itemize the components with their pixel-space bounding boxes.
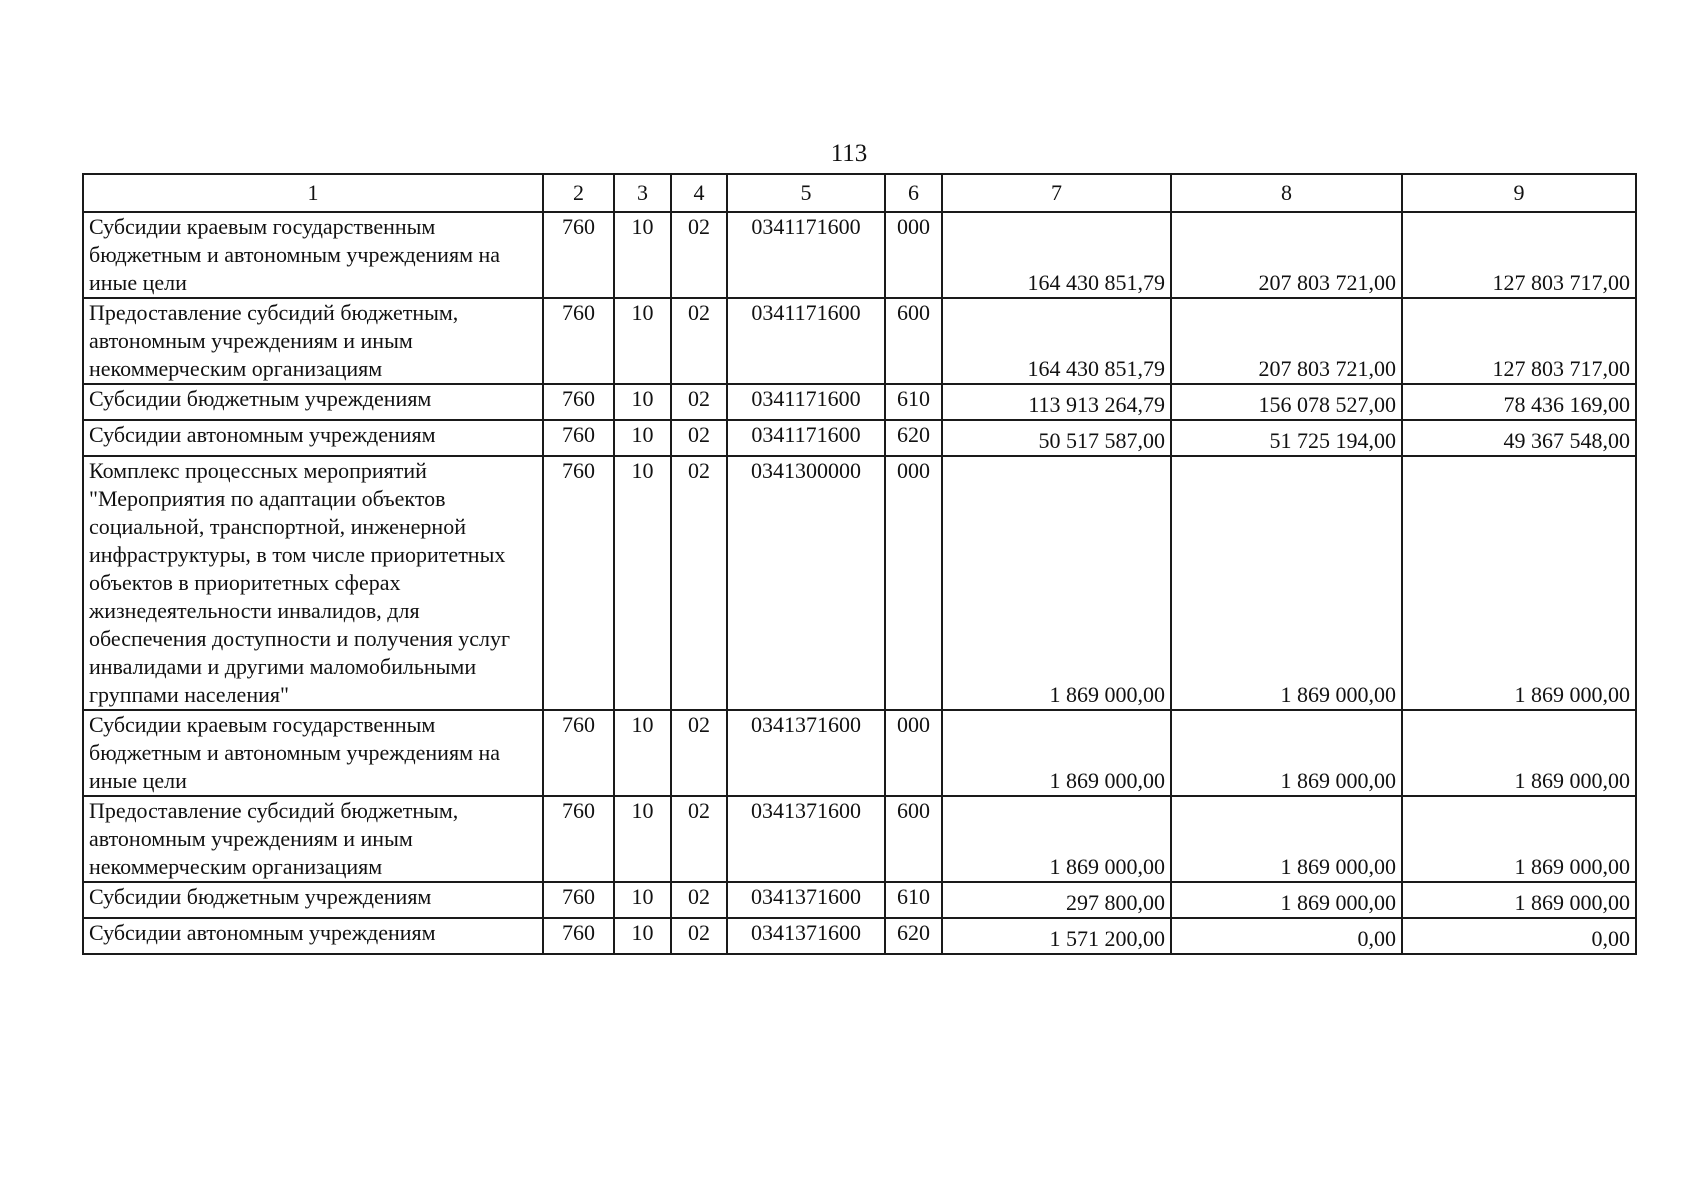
row-code-2: 760 (543, 710, 614, 796)
row-code-4: 02 (671, 384, 727, 420)
row-code-2: 760 (543, 918, 614, 954)
row-code-5: 0341300000 (727, 456, 885, 710)
table-row (83, 796, 1636, 882)
row-amount-9: 1 869 000,00 (1402, 796, 1636, 882)
row-amount-8: 207 803 721,00 (1171, 298, 1402, 384)
column-header-4: 4 (671, 174, 727, 212)
row-code-5: 0341371600 (727, 710, 885, 796)
row-code-5: 0341171600 (727, 384, 885, 420)
row-code-2: 760 (543, 882, 614, 918)
table-header-row (83, 174, 1636, 212)
column-header-5: 5 (727, 174, 885, 212)
column-header-8: 8 (1171, 174, 1402, 212)
row-code-4: 02 (671, 420, 727, 456)
row-amount-9: 78 436 169,00 (1402, 384, 1636, 420)
table-row (83, 384, 1636, 420)
row-code-6: 620 (885, 420, 942, 456)
row-amount-7: 113 913 264,79 (942, 384, 1171, 420)
row-name: Субсидии краевым государственным бюджетным и автономным учреждениям на иные цели (83, 212, 543, 298)
row-amount-7: 1 869 000,00 (942, 710, 1171, 796)
row-name: Предоставление субсидий бюджетным, автономным учреждениям и иным некоммерческим организациям (83, 796, 543, 882)
row-amount-9: 49 367 548,00 (1402, 420, 1636, 456)
row-code-2: 760 (543, 456, 614, 710)
row-code-3: 10 (614, 384, 671, 420)
row-code-6: 600 (885, 298, 942, 384)
row-code-4: 02 (671, 212, 727, 298)
row-amount-8: 156 078 527,00 (1171, 384, 1402, 420)
row-code-3: 10 (614, 420, 671, 456)
row-name: Предоставление субсидий бюджетным, автономным учреждениям и иным некоммерческим организациям (83, 298, 543, 384)
row-code-6: 000 (885, 456, 942, 710)
row-amount-9: 127 803 717,00 (1402, 212, 1636, 298)
row-name: Субсидии автономным учреждениям (83, 918, 543, 954)
table-row (83, 710, 1636, 796)
row-amount-7: 164 430 851,79 (942, 212, 1171, 298)
row-amount-7: 1 869 000,00 (942, 456, 1171, 710)
table-row (83, 456, 1636, 710)
row-amount-8: 1 869 000,00 (1171, 456, 1402, 710)
table-row (83, 212, 1636, 298)
row-name: Субсидии краевым государственным бюджетным и автономным учреждениям на иные цели (83, 710, 543, 796)
row-code-2: 760 (543, 298, 614, 384)
column-header-7: 7 (942, 174, 1171, 212)
row-amount-7: 164 430 851,79 (942, 298, 1171, 384)
row-amount-8: 0,00 (1171, 918, 1402, 954)
row-code-5: 0341371600 (727, 918, 885, 954)
row-code-4: 02 (671, 796, 727, 882)
row-amount-7: 1 869 000,00 (942, 796, 1171, 882)
row-code-5: 0341171600 (727, 212, 885, 298)
column-header-1: 1 (83, 174, 543, 212)
row-amount-9: 0,00 (1402, 918, 1636, 954)
row-name: Субсидии автономным учреждениям (83, 420, 543, 456)
row-code-4: 02 (671, 710, 727, 796)
row-amount-9: 1 869 000,00 (1402, 710, 1636, 796)
row-amount-8: 1 869 000,00 (1171, 882, 1402, 918)
row-code-4: 02 (671, 456, 727, 710)
row-code-3: 10 (614, 882, 671, 918)
row-name: Субсидии бюджетным учреждениям (83, 882, 543, 918)
row-amount-9: 1 869 000,00 (1402, 882, 1636, 918)
row-code-4: 02 (671, 298, 727, 384)
row-code-2: 760 (543, 796, 614, 882)
column-header-2: 2 (543, 174, 614, 212)
page-number: 113 (830, 140, 868, 167)
row-code-3: 10 (614, 710, 671, 796)
budget-table (82, 173, 1637, 955)
row-amount-7: 50 517 587,00 (942, 420, 1171, 456)
table-row (83, 882, 1636, 918)
table-row (83, 918, 1636, 954)
row-code-2: 760 (543, 420, 614, 456)
row-code-4: 02 (671, 882, 727, 918)
row-code-5: 0341171600 (727, 420, 885, 456)
table-row (83, 420, 1636, 456)
row-code-5: 0341171600 (727, 298, 885, 384)
column-header-3: 3 (614, 174, 671, 212)
row-amount-7: 297 800,00 (942, 882, 1171, 918)
row-code-6: 610 (885, 384, 942, 420)
row-name: Комплекс процессных мероприятий "Мероприятия по адаптации объектов социальной, транспортной, инженерной инфраструктуры, в том числе приоритетных объектов в приоритетных сферах жизнедеятельности инвалидов, для обеспечения доступности и получения услуг инвалидами и другими маломобильными группами населения" (83, 456, 543, 710)
row-code-5: 0341371600 (727, 882, 885, 918)
row-code-6: 610 (885, 882, 942, 918)
row-code-2: 760 (543, 384, 614, 420)
row-amount-8: 51 725 194,00 (1171, 420, 1402, 456)
row-code-3: 10 (614, 212, 671, 298)
row-code-4: 02 (671, 918, 727, 954)
row-code-3: 10 (614, 298, 671, 384)
row-code-3: 10 (614, 456, 671, 710)
row-amount-9: 1 869 000,00 (1402, 456, 1636, 710)
row-code-6: 620 (885, 918, 942, 954)
row-code-6: 000 (885, 212, 942, 298)
row-code-6: 000 (885, 710, 942, 796)
row-amount-8: 1 869 000,00 (1171, 710, 1402, 796)
table-row (83, 298, 1636, 384)
row-code-6: 600 (885, 796, 942, 882)
row-code-3: 10 (614, 918, 671, 954)
column-header-6: 6 (885, 174, 942, 212)
row-amount-8: 207 803 721,00 (1171, 212, 1402, 298)
row-code-3: 10 (614, 796, 671, 882)
row-code-2: 760 (543, 212, 614, 298)
column-header-9: 9 (1402, 174, 1636, 212)
row-name: Субсидии бюджетным учреждениям (83, 384, 543, 420)
row-amount-7: 1 571 200,00 (942, 918, 1171, 954)
row-code-5: 0341371600 (727, 796, 885, 882)
row-amount-8: 1 869 000,00 (1171, 796, 1402, 882)
row-amount-9: 127 803 717,00 (1402, 298, 1636, 384)
